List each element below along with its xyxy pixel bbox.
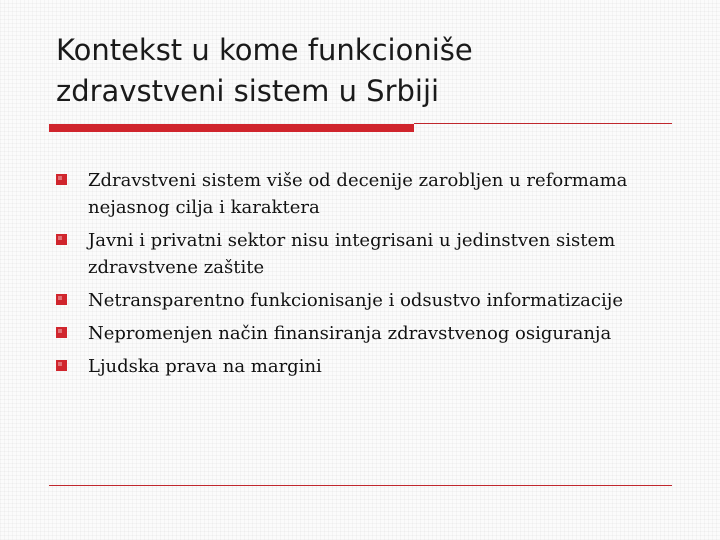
slide-title [56, 30, 676, 112]
bullet-text-1-line-2: nejasnog cilja i karaktera [88, 197, 320, 218]
footer-divider [49, 485, 672, 486]
bullet-list [56, 167, 656, 386]
bullet-item-1 [56, 167, 656, 221]
bullet-item-4 [56, 320, 656, 347]
bullet-text-4: Nepromenjen način finansiranja zdravstvenog osiguranja [88, 323, 612, 344]
title-underline-accent [49, 124, 414, 132]
slide-title-line-1: Kontekst u kome funkcioniše [56, 33, 473, 67]
slide-title-line-2: zdravstveni sistem u Srbiji [56, 74, 440, 108]
bullet-text-2-line-1: Javni i privatni sektor nisu integrisani u jedinstven sistem [88, 230, 616, 251]
square-bullet-icon [56, 360, 67, 371]
square-bullet-icon [56, 327, 67, 338]
bullet-text-2-line-2: zdravstvene zaštite [88, 257, 265, 278]
bullet-item-5 [56, 353, 656, 380]
bullet-item-3 [56, 287, 656, 314]
bullet-text-1-line-1: Zdravstveni sistem više od decenije zarobljen u reformama [88, 170, 628, 191]
bullet-text-5: Ljudska prava na margini [88, 356, 322, 377]
square-bullet-icon [56, 174, 67, 185]
bullet-item-2 [56, 227, 656, 281]
title-underline-thin [414, 123, 672, 124]
square-bullet-icon [56, 234, 67, 245]
bullet-text-3: Netransparentno funkcionisanje i odsustvo informatizacije [88, 290, 623, 311]
square-bullet-icon [56, 294, 67, 305]
